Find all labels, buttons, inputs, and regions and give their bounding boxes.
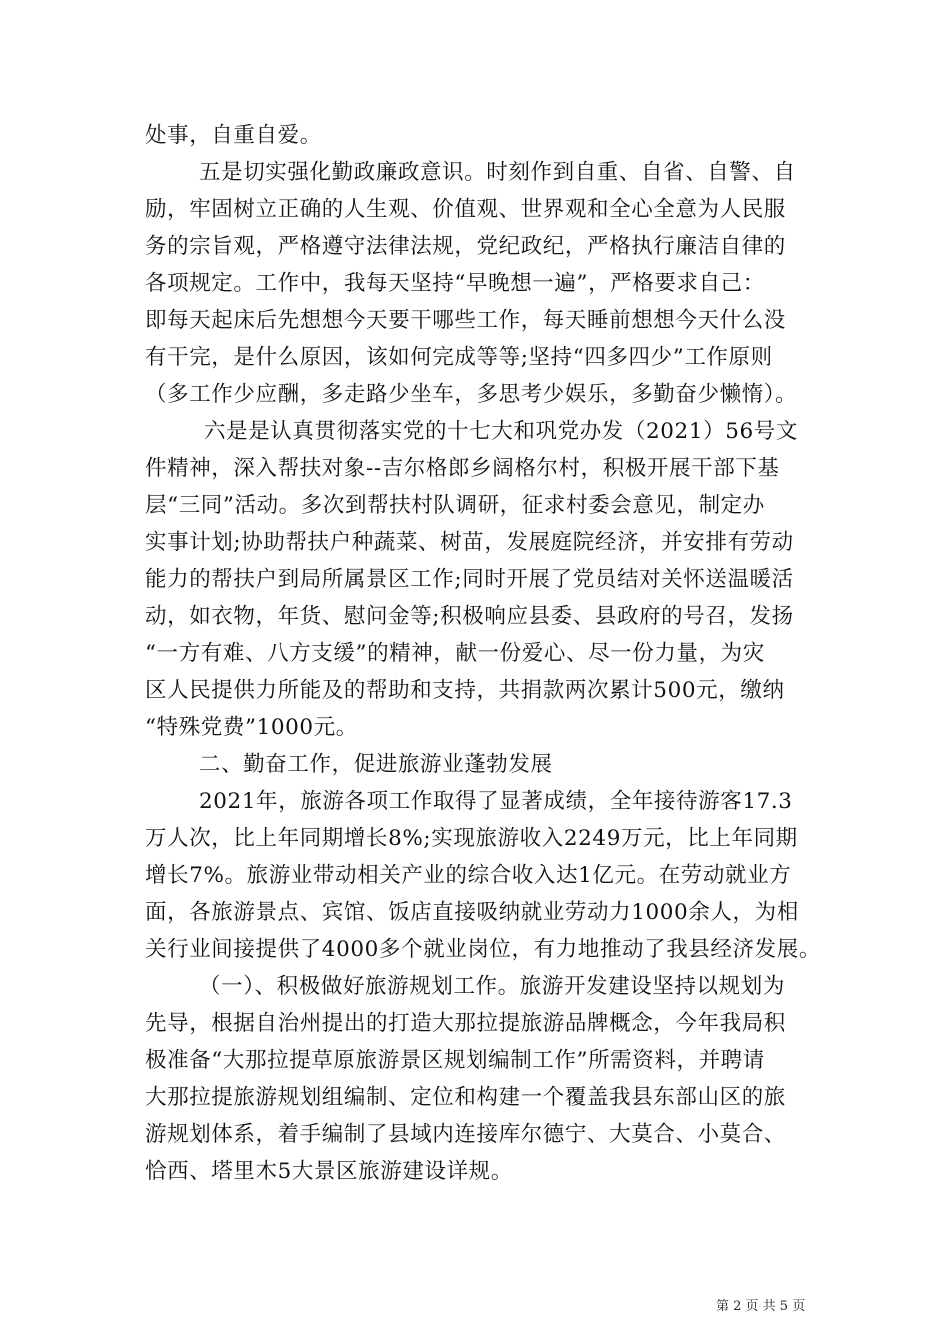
text-line: 2021年，旅游各项工作取得了显著成绩，全年接待游客17.3 — [199, 789, 793, 814]
text-line: 恰西、塔里木5大景区旅游建设详规。 — [145, 1159, 513, 1184]
text-line: 动，如衣物，年货、慰问金等;积极响应县委、县政府的号召，发扬 — [145, 604, 794, 629]
page-number: 第 2 页 共 5 页 — [716, 1299, 806, 1314]
text-line: 游规划体系，着手编制了县域内连接库尔德宁、大莫合、小莫合、 — [145, 1122, 786, 1147]
section-heading: 二、勤奋工作，促进旅游业蓬勃发展 — [199, 752, 553, 777]
text-line: 即每天起床后先想想今天要干哪些工作，每天睡前想想今天什么没 — [145, 308, 786, 333]
text-line: （多工作少应酬，多走路少坐车，多思考少娱乐，多勤奋少懒惰）。 — [145, 382, 798, 407]
text-line: 件精神，深入帮扶对象--吉尔格郎乡阔格尔村，积极开展干部下基 — [145, 456, 780, 481]
text-line: 能力的帮扶户到局所属景区工作;同时开展了党员结对关怀送温暖活 — [145, 567, 794, 592]
text-line: 万人次，比上年同期增长8%;实现旅游收入2249万元，比上年同期 — [145, 826, 798, 851]
text-line: 先导，根据自治州提出的打造大那拉提旅游品牌概念，今年我局积 — [145, 1011, 786, 1036]
text-line: 实事计划;协助帮扶户种蔬菜、树苗，发展庭院经济，并安排有劳动 — [145, 530, 794, 555]
text-line: 关行业间接提供了4000多个就业岗位，有力地推动了我县经济发展。 — [145, 937, 821, 962]
text-line: 大那拉提旅游规划组编制、定位和构建一个覆盖我县东部山区的旅 — [145, 1085, 786, 1110]
text-line: 层“三同”活动。多次到帮扶村队调研，征求村委会意见，制定办 — [145, 493, 765, 518]
text-line: “一方有难、八方支缓”的精神，献一份爱心、尽一份力量，为灾 — [145, 641, 765, 666]
text-line: 务的宗旨观，严格遵守法律法规，党纪政纪，严格执行廉洁自律的 — [145, 234, 786, 259]
text-line: 区人民提供力所能及的帮助和支持，共捐款两次累计500元，缴纳 — [145, 678, 785, 703]
text-line: 各项规定。工作中，我每天坚持“早晚想一遍”，严格要求自己： — [145, 271, 765, 296]
text-line: 有干完，是什么原因，该如何完成等等;坚持“四多四少”工作原则 — [145, 345, 773, 370]
text-line: 极准备“大那拉提草原旅游景区规划编制工作”所需资料，并聘请 — [145, 1048, 765, 1073]
text-line: 五是切实强化勤政廉政意识。时刻作到自重、自省、自警、自 — [199, 160, 796, 185]
text-line: 处事，自重自爱。 — [145, 123, 322, 148]
text-line: 六是是认真贯彻落实党的十七大和巩党办发（2021）56号文 — [204, 419, 798, 444]
text-line: （一）、积极做好旅游规划工作。旅游开发建设坚持以规划为 — [199, 974, 785, 999]
text-line: 励，牢固树立正确的人生观、价值观、世界观和全心全意为人民服 — [145, 197, 786, 222]
text-line: 面，各旅游景点、宾馆、饭店直接吸纳就业劳动力1000余人，为相 — [145, 900, 799, 925]
text-line: 增长7%。旅游业带动相关产业的综合收入达1亿元。在劳动就业方 — [145, 863, 792, 888]
text-line: “特殊党费”1000元。 — [145, 715, 358, 740]
